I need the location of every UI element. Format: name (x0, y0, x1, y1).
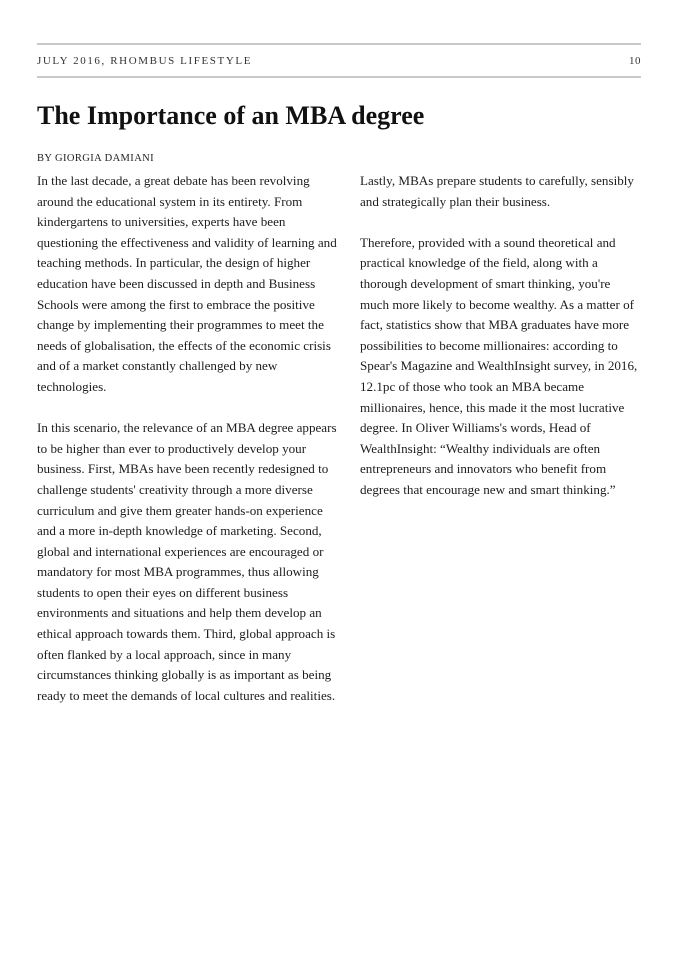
paragraph: In the last decade, a great debate has been revolving around the educational system in its entirety. From kindergartens to universities, experts have been questioning the effectiveness and validity of learning and teaching methods. In particular, the design of higher education have been discussed in depth and Business Schools were among the first to embrace the positive change by implementing their programmes to meet the needs of globalisation, the effects of the economic crisis and of a market constantly challenged by new technologies. (37, 173, 337, 394)
running-header (37, 54, 641, 68)
article-column-right (360, 171, 642, 521)
page-number: 10 (629, 55, 641, 67)
header-top-rule (37, 43, 641, 45)
paragraph: Lastly, MBAs prepare students to carefully, sensibly and strategically plan their business. (360, 173, 634, 209)
article-column-left (37, 171, 337, 727)
header-bottom-rule (37, 76, 641, 78)
running-title: JULY 2016, RHOMBUS LIFESTYLE (37, 55, 253, 67)
article-byline: BY GIORGIA DAMIANI (37, 153, 155, 164)
paragraph: In this scenario, the relevance of an MBA degree appears to be higher than ever to productively develop your business. First, MBAs have been recently redesigned to challenge students' creativity through a more diverse curriculum and give them greater hands-on experience and a more in-depth knowledge of marketing. Second, global and international experiences are encouraged or mandatory for most MBA programmes, thus allowing students to open their eyes on different business environments and situations and help them develop an ethical approach towards them. Third, global approach is often flanked by a local approach, since in many circumstances thinking globally is as important as being ready to meet the demands of local cultures and realities. (37, 420, 337, 703)
paragraph: Therefore, provided with a sound theoretical and practical knowledge of the field, along with a thorough development of smart thinking, you're much more likely to become wealthy. As a matter of fact, statistics show that MBA graduates have more possibilities to become millionaires: according to Spear's Magazine and WealthInsight survey, in 2016, 12.1pc of those who took an MBA became millionaires, hence, this made it the most lucrative degree. In Oliver Williams's words, Head of WealthInsight: “Wealthy individuals are often entrepreneurs and innovators who benefit from degrees that encourage new and smart thinking.” (360, 234, 638, 497)
article-title: The Importance of an MBA degree (37, 101, 425, 130)
